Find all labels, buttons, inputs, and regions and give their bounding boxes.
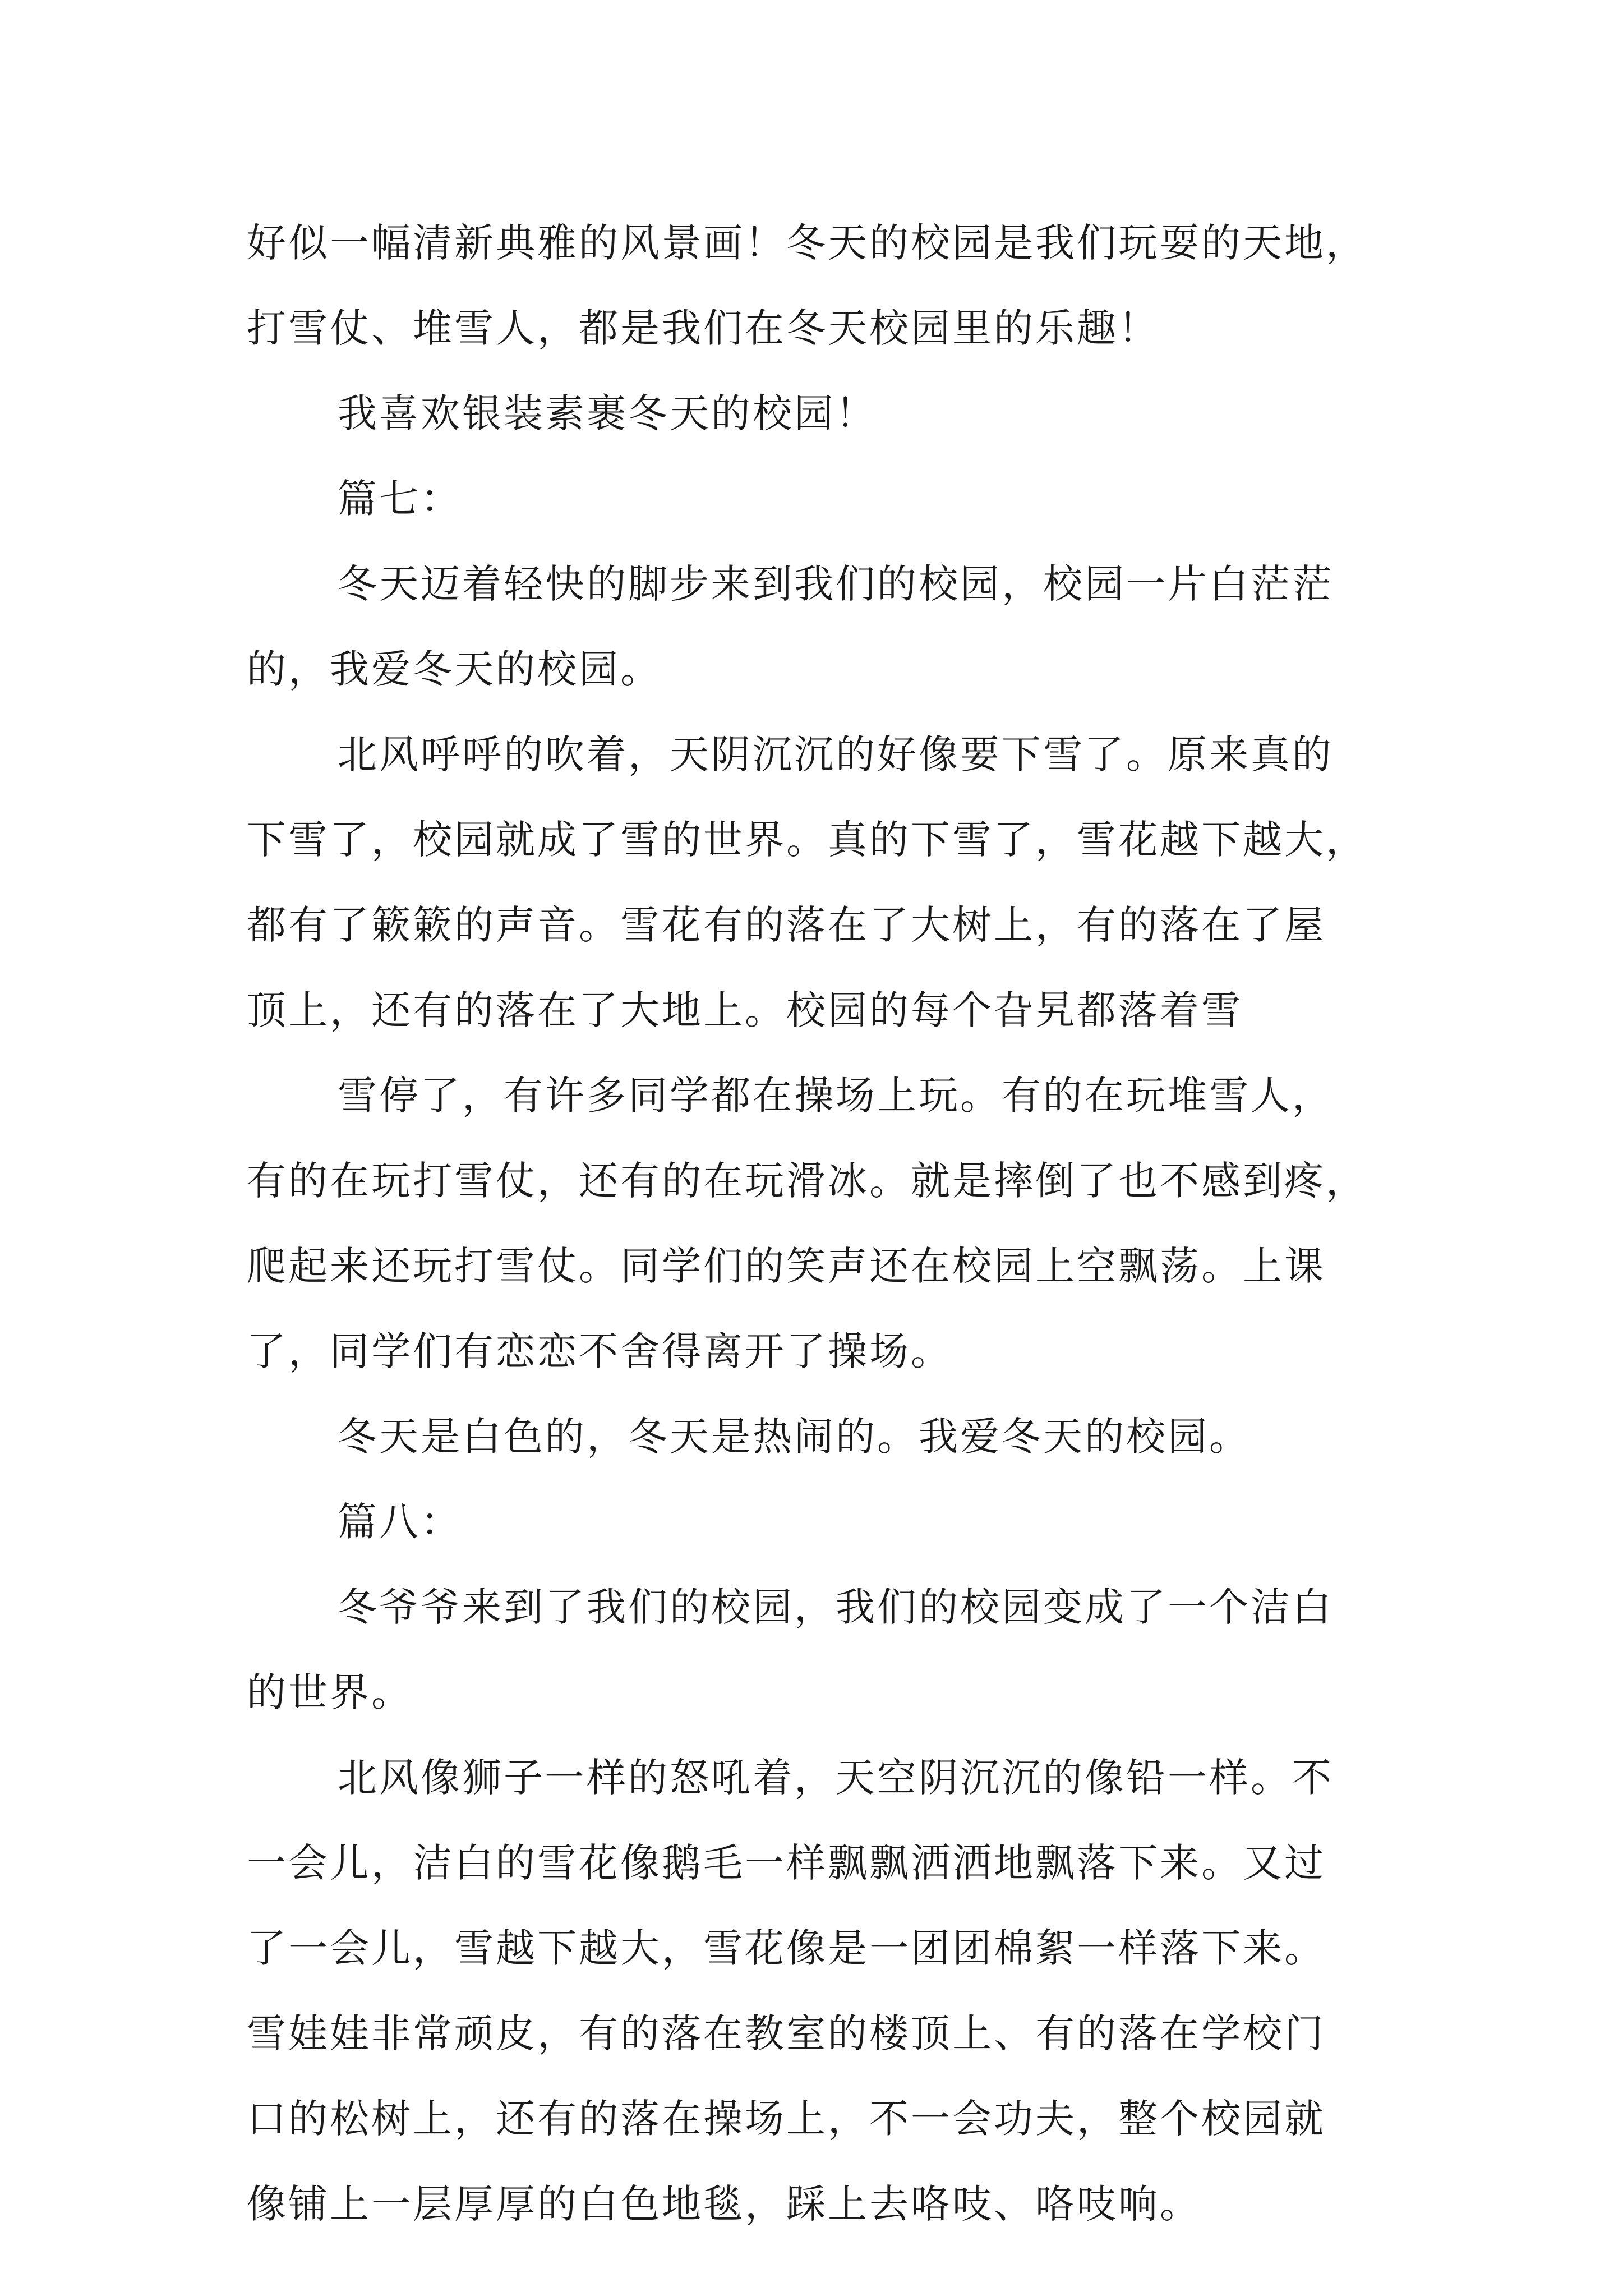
text-line: 冬天迈着轻快的脚步来到我们的校园，校园一片白茫茫 xyxy=(338,561,1334,607)
text-line: 有的在玩打雪仗，还有的在玩滑冰。就是摔倒了也不感到疼， xyxy=(247,1158,1367,1204)
text-line: 口的松树上，还有的落在操场上，不一会功夫，整个校园就 xyxy=(247,2096,1326,2142)
text-line: 打雪仗、堆雪人，都是我们在冬天校园里的乐趣！ xyxy=(247,305,1160,351)
text-line: 冬天是白色的，冬天是热闹的。我爱冬天的校园。 xyxy=(338,1414,1251,1460)
text-line: 雪停了，有许多同学都在操场上玩。有的在玩堆雪人， xyxy=(338,1073,1334,1119)
text-line: 北风呼呼的吹着，天阴沉沉的好像要下雪了。原来真的 xyxy=(338,731,1334,777)
text-line: 的，我爱冬天的校园。 xyxy=(247,646,662,692)
text-line: 北风像狮子一样的怒吼着，天空阴沉沉的像铅一样。不 xyxy=(338,1755,1334,1801)
text-line: 好似一幅清新典雅的风景画！冬天的校园是我们玩耍的天地， xyxy=(247,220,1367,266)
text-line: 雪娃娃非常顽皮，有的落在教室的楼顶上、有的落在学校门 xyxy=(247,2010,1326,2056)
text-line: 冬爷爷来到了我们的校园，我们的校园变成了一个洁白 xyxy=(338,1584,1334,1630)
section-heading: 篇七： xyxy=(338,476,462,522)
text-line: 像铺上一层厚厚的白色地毯，踩上去咯吱、咯吱响。 xyxy=(247,2181,1201,2227)
text-line: 我喜欢银装素裹冬天的校园！ xyxy=(338,390,877,436)
text-line: 的世界。 xyxy=(247,1669,413,1715)
text-line: 了，同学们有恋恋不舍得离开了操场。 xyxy=(247,1328,952,1374)
text-line: 下雪了，校园就成了雪的世界。真的下雪了，雪花越下越大， xyxy=(247,817,1367,863)
text-line: 都有了簌簌的声音。雪花有的落在了大树上，有的落在了屋 xyxy=(247,902,1326,948)
text-line: 了一会儿，雪越下越大，雪花像是一团团棉絮一样落下来。 xyxy=(247,1925,1326,1971)
section-heading: 篇八： xyxy=(338,1499,462,1545)
text-line: 爬起来还玩打雪仗。同学们的笑声还在校园上空飘荡。上课 xyxy=(247,1243,1326,1289)
text-line: 一会儿，洁白的雪花像鹅毛一样飘飘洒洒地飘落下来。又过 xyxy=(247,1840,1326,1886)
text-line: 顶上，还有的落在了大地上。校园的每个旮旯都落着雪 xyxy=(247,987,1243,1033)
